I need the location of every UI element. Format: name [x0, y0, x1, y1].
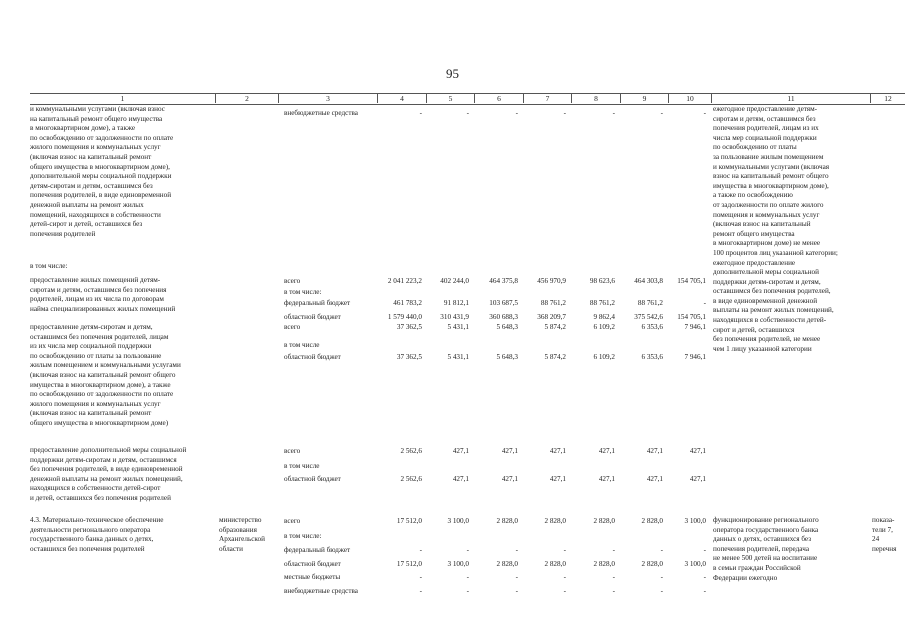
- row-label: всего: [284, 517, 301, 525]
- row-value: 456 970,9: [537, 277, 566, 285]
- row-label: в том числе: [284, 341, 320, 349]
- header-col-7: 7: [545, 94, 550, 103]
- header-col-8: 8: [594, 94, 598, 103]
- row-value: 2 828,0: [496, 517, 518, 525]
- row-value: 368 209,7: [537, 313, 566, 321]
- header-divider: [571, 93, 572, 103]
- row-value: 3 100,0: [447, 517, 469, 525]
- row-label: областной бюджет: [284, 353, 341, 361]
- row-value: -: [563, 546, 566, 554]
- col12-indicators: показа- тели 7, 24 перечня: [872, 516, 897, 553]
- row-value: -: [660, 109, 663, 117]
- row-value: 464 303,8: [634, 277, 663, 285]
- row-label: внебюджетные средства: [284, 587, 358, 595]
- row-value: -: [419, 109, 422, 117]
- row-value: -: [419, 546, 422, 554]
- row-value: -: [515, 573, 518, 581]
- header-col-1: 1: [120, 94, 125, 103]
- row-value: 2 041 223,2: [387, 277, 422, 285]
- col11-result-1: ежегодное предоставление детям- сиротам и детям, оставшимся без попечения родителей, лицам из их числа мер социальной поддержки по освобождению от платы за пользование жилым помещением и коммунальными услугами (включая взнос на капитальный ремонт общего имущества в многоквартирном доме), а также по освобождению от задолженности по оплате жилого помещения и коммунальных услуг (включая взнос на капитальный ремонт общего имущества в многоквартирном доме) не менее 100 процентов лиц указанной категории; ежегодное предоставление дополнительной меры социальной поддержки детям-сиротам и детям, оставшимся без попечения родителей, в виде единовременной денежной выплаты на ремонт жилых помещений, находящихся в собственности детей- сирот и детей, оставшихся без попечения родителей, не менее чем 1 лицу указанной категории: [713, 105, 838, 353]
- row-value: 464 375,8: [489, 277, 518, 285]
- col1-block-repair-payment: предоставление дополнительной меры социальной поддержки детям-сиротам и детям, оставшимся без попечения родителей, в виде единовременной денежной выплаты на ремонт жилых помещений, находящихся в собственности детей-сирот и детей, оставшихся без попечения родителей: [30, 446, 187, 502]
- row-value: 9 862,4: [593, 313, 615, 321]
- row-value: 3 100,0: [684, 517, 706, 525]
- row-value: 103 687,5: [489, 299, 518, 307]
- row-value: 3 100,0: [447, 560, 469, 568]
- header-divider: [278, 93, 279, 103]
- row-value: 88 761,2: [540, 299, 566, 307]
- header-divider: [215, 93, 216, 103]
- row-value: 427,1: [598, 447, 615, 455]
- row-value: -: [703, 109, 706, 117]
- row-value: -: [563, 109, 566, 117]
- row-value: 427,1: [452, 475, 469, 483]
- row-label: всего: [284, 447, 301, 455]
- header-col-3: 3: [326, 94, 330, 103]
- col1-block-continuation: и коммунальными услугами (включая взнос на капитальный ремонт общего имущества в многоквартирном доме), а также по освобождению от задолженности по оплате жилого помещения и коммунальных услуг (включая взнос на капитальный ремонт общего имущества в многоквартирном доме), дополнительной меры социальной поддержки детям-сиротам и детям, оставшимся без попечения родителей, в виде единовременной денежной выплаты на ремонт жилых помещений, находящихся в собственности детей-сирот и детей, оставшихся без попечения родителей: [30, 105, 174, 238]
- row-label: областной бюджет: [284, 313, 341, 321]
- row-value: -: [660, 573, 663, 581]
- row-value: 98 623,6: [589, 277, 615, 285]
- row-value: 2 828,0: [641, 560, 663, 568]
- row-value: 37 362,5: [396, 323, 422, 331]
- header-col-4: 4: [400, 94, 404, 103]
- row-value: 2 828,0: [496, 560, 518, 568]
- row-value: 154 705,1: [677, 313, 706, 321]
- row-value: -: [466, 546, 469, 554]
- row-value: 17 512,0: [396, 560, 422, 568]
- header-col-2: 2: [245, 94, 249, 103]
- header-divider: [870, 93, 871, 103]
- row-value: -: [703, 546, 706, 554]
- row-value: 2 828,0: [593, 517, 615, 525]
- col1-block-item-4-3: 4.3. Материально-техническое обеспечение деятельности регионального оператора государственного банка данных о детях, оставшихся без попечения родителей: [30, 516, 164, 553]
- row-value: -: [419, 573, 422, 581]
- row-value: -: [466, 109, 469, 117]
- header-divider: [711, 93, 712, 103]
- row-value: 427,1: [501, 475, 518, 483]
- row-value: -: [612, 587, 615, 595]
- row-label: внебюджетные средства: [284, 109, 358, 117]
- row-value: 461 783,2: [393, 299, 422, 307]
- header-col-10: 10: [686, 94, 694, 103]
- row-value: 2 562,6: [400, 475, 422, 483]
- header-col-11: 11: [787, 94, 795, 103]
- row-value: 7 946,1: [684, 323, 706, 331]
- row-value: 3 100,0: [684, 560, 706, 568]
- row-value: 427,1: [549, 475, 566, 483]
- row-value: 2 828,0: [593, 560, 615, 568]
- row-value: -: [466, 573, 469, 581]
- row-label: в том числе:: [284, 288, 322, 296]
- row-value: 6 109,2: [593, 353, 615, 361]
- col11-result-2: функционирование регионального оператора государственного банка данных о детях, оставшихся без попечения родителей, передача не менее 500 детей на воспитание в семьи граждан Российской Федерации ежегодно: [713, 516, 819, 582]
- row-label: в том числе:: [284, 532, 322, 540]
- row-value: -: [612, 109, 615, 117]
- col1-block-utilities: предоставление детям-сиротам и детям, оставшимся без попечения родителей, лицам из их числа мер социальной поддержки по освобождению от платы за пользование жилым помещением и коммунальными услугами (включая взнос на капитальный ремонт общего имущества в многоквартирном доме), а также по освобождению от задолженности по оплате жилого помещения и коммунальных услуг (включая взнос на капитальный ремонт общего имущества в многоквартирном доме): [30, 323, 181, 427]
- row-value: 427,1: [646, 475, 663, 483]
- row-value: -: [660, 546, 663, 554]
- row-value: -: [660, 587, 663, 595]
- row-value: 5 648,3: [496, 353, 518, 361]
- row-value: 6 109,2: [593, 323, 615, 331]
- row-value: 7 946,1: [684, 353, 706, 361]
- row-value: -: [515, 546, 518, 554]
- row-value: 88 761,2: [589, 299, 615, 307]
- header-col-5: 5: [448, 94, 453, 103]
- row-value: 5 648,3: [496, 323, 518, 331]
- col1-block-including: в том числе:: [30, 262, 68, 270]
- row-value: 5 874,2: [544, 353, 566, 361]
- header-divider: [620, 93, 621, 103]
- row-label: федеральный бюджет: [284, 299, 351, 307]
- row-value: 427,1: [452, 447, 469, 455]
- row-value: -: [703, 587, 706, 595]
- row-value: 310 431,9: [440, 313, 469, 321]
- row-label: всего: [284, 323, 301, 331]
- row-value: 6 353,6: [641, 323, 663, 331]
- row-value: 154 705,1: [677, 277, 706, 285]
- row-value: -: [466, 587, 469, 595]
- header-col-9: 9: [642, 94, 647, 103]
- row-value: -: [703, 299, 706, 307]
- row-value: 427,1: [689, 447, 706, 455]
- header-col-12: 12: [884, 94, 892, 103]
- row-value: -: [612, 546, 615, 554]
- row-value: 88 761,2: [637, 299, 663, 307]
- row-value: 427,1: [549, 447, 566, 455]
- row-label: областной бюджет: [284, 475, 341, 483]
- row-value: 427,1: [689, 475, 706, 483]
- header-divider: [523, 93, 524, 103]
- row-value: -: [563, 573, 566, 581]
- row-value: 37 362,5: [396, 353, 422, 361]
- row-value: 5 431,1: [447, 323, 469, 331]
- row-value: 427,1: [598, 475, 615, 483]
- row-value: 2 828,0: [544, 517, 566, 525]
- header-divider: [474, 93, 475, 103]
- header-divider: [426, 93, 427, 103]
- row-value: 5 431,1: [447, 353, 469, 361]
- row-value: 2 828,0: [544, 560, 566, 568]
- page-number: 95: [446, 66, 459, 81]
- row-value: -: [515, 109, 518, 117]
- row-value: -: [612, 573, 615, 581]
- row-value: -: [563, 587, 566, 595]
- row-label: местные бюджеты: [284, 573, 341, 581]
- row-value: 6 353,6: [641, 353, 663, 361]
- table-header: [30, 93, 905, 105]
- col2-executor: министерство образования Архангельской области: [219, 516, 265, 553]
- header-divider: [668, 93, 669, 103]
- row-value: 91 812,1: [443, 299, 469, 307]
- row-label: в том числе: [284, 462, 320, 470]
- header-col-6: 6: [497, 94, 501, 103]
- row-value: 1 579 440,0: [387, 313, 422, 321]
- row-value: 17 512,0: [396, 517, 422, 525]
- row-label: областной бюджет: [284, 560, 341, 568]
- row-value: 360 688,3: [489, 313, 518, 321]
- row-label: федеральный бюджет: [284, 546, 351, 554]
- row-value: -: [703, 573, 706, 581]
- row-value: 427,1: [501, 447, 518, 455]
- row-value: 2 828,0: [641, 517, 663, 525]
- header-divider: [377, 93, 378, 103]
- row-value: 427,1: [646, 447, 663, 455]
- row-value: 2 562,6: [400, 447, 422, 455]
- row-value: 402 244,0: [440, 277, 469, 285]
- row-value: -: [515, 587, 518, 595]
- col1-block-housing: предоставление жилых помещений детям- сиротам и детям, оставшимся без попечения родителей, лицам из их числа по договорам найма специализированных жилых помещений: [30, 276, 176, 313]
- row-value: 5 874,2: [544, 323, 566, 331]
- row-label: всего: [284, 277, 301, 285]
- row-value: -: [419, 587, 422, 595]
- row-value: 375 542,6: [634, 313, 663, 321]
